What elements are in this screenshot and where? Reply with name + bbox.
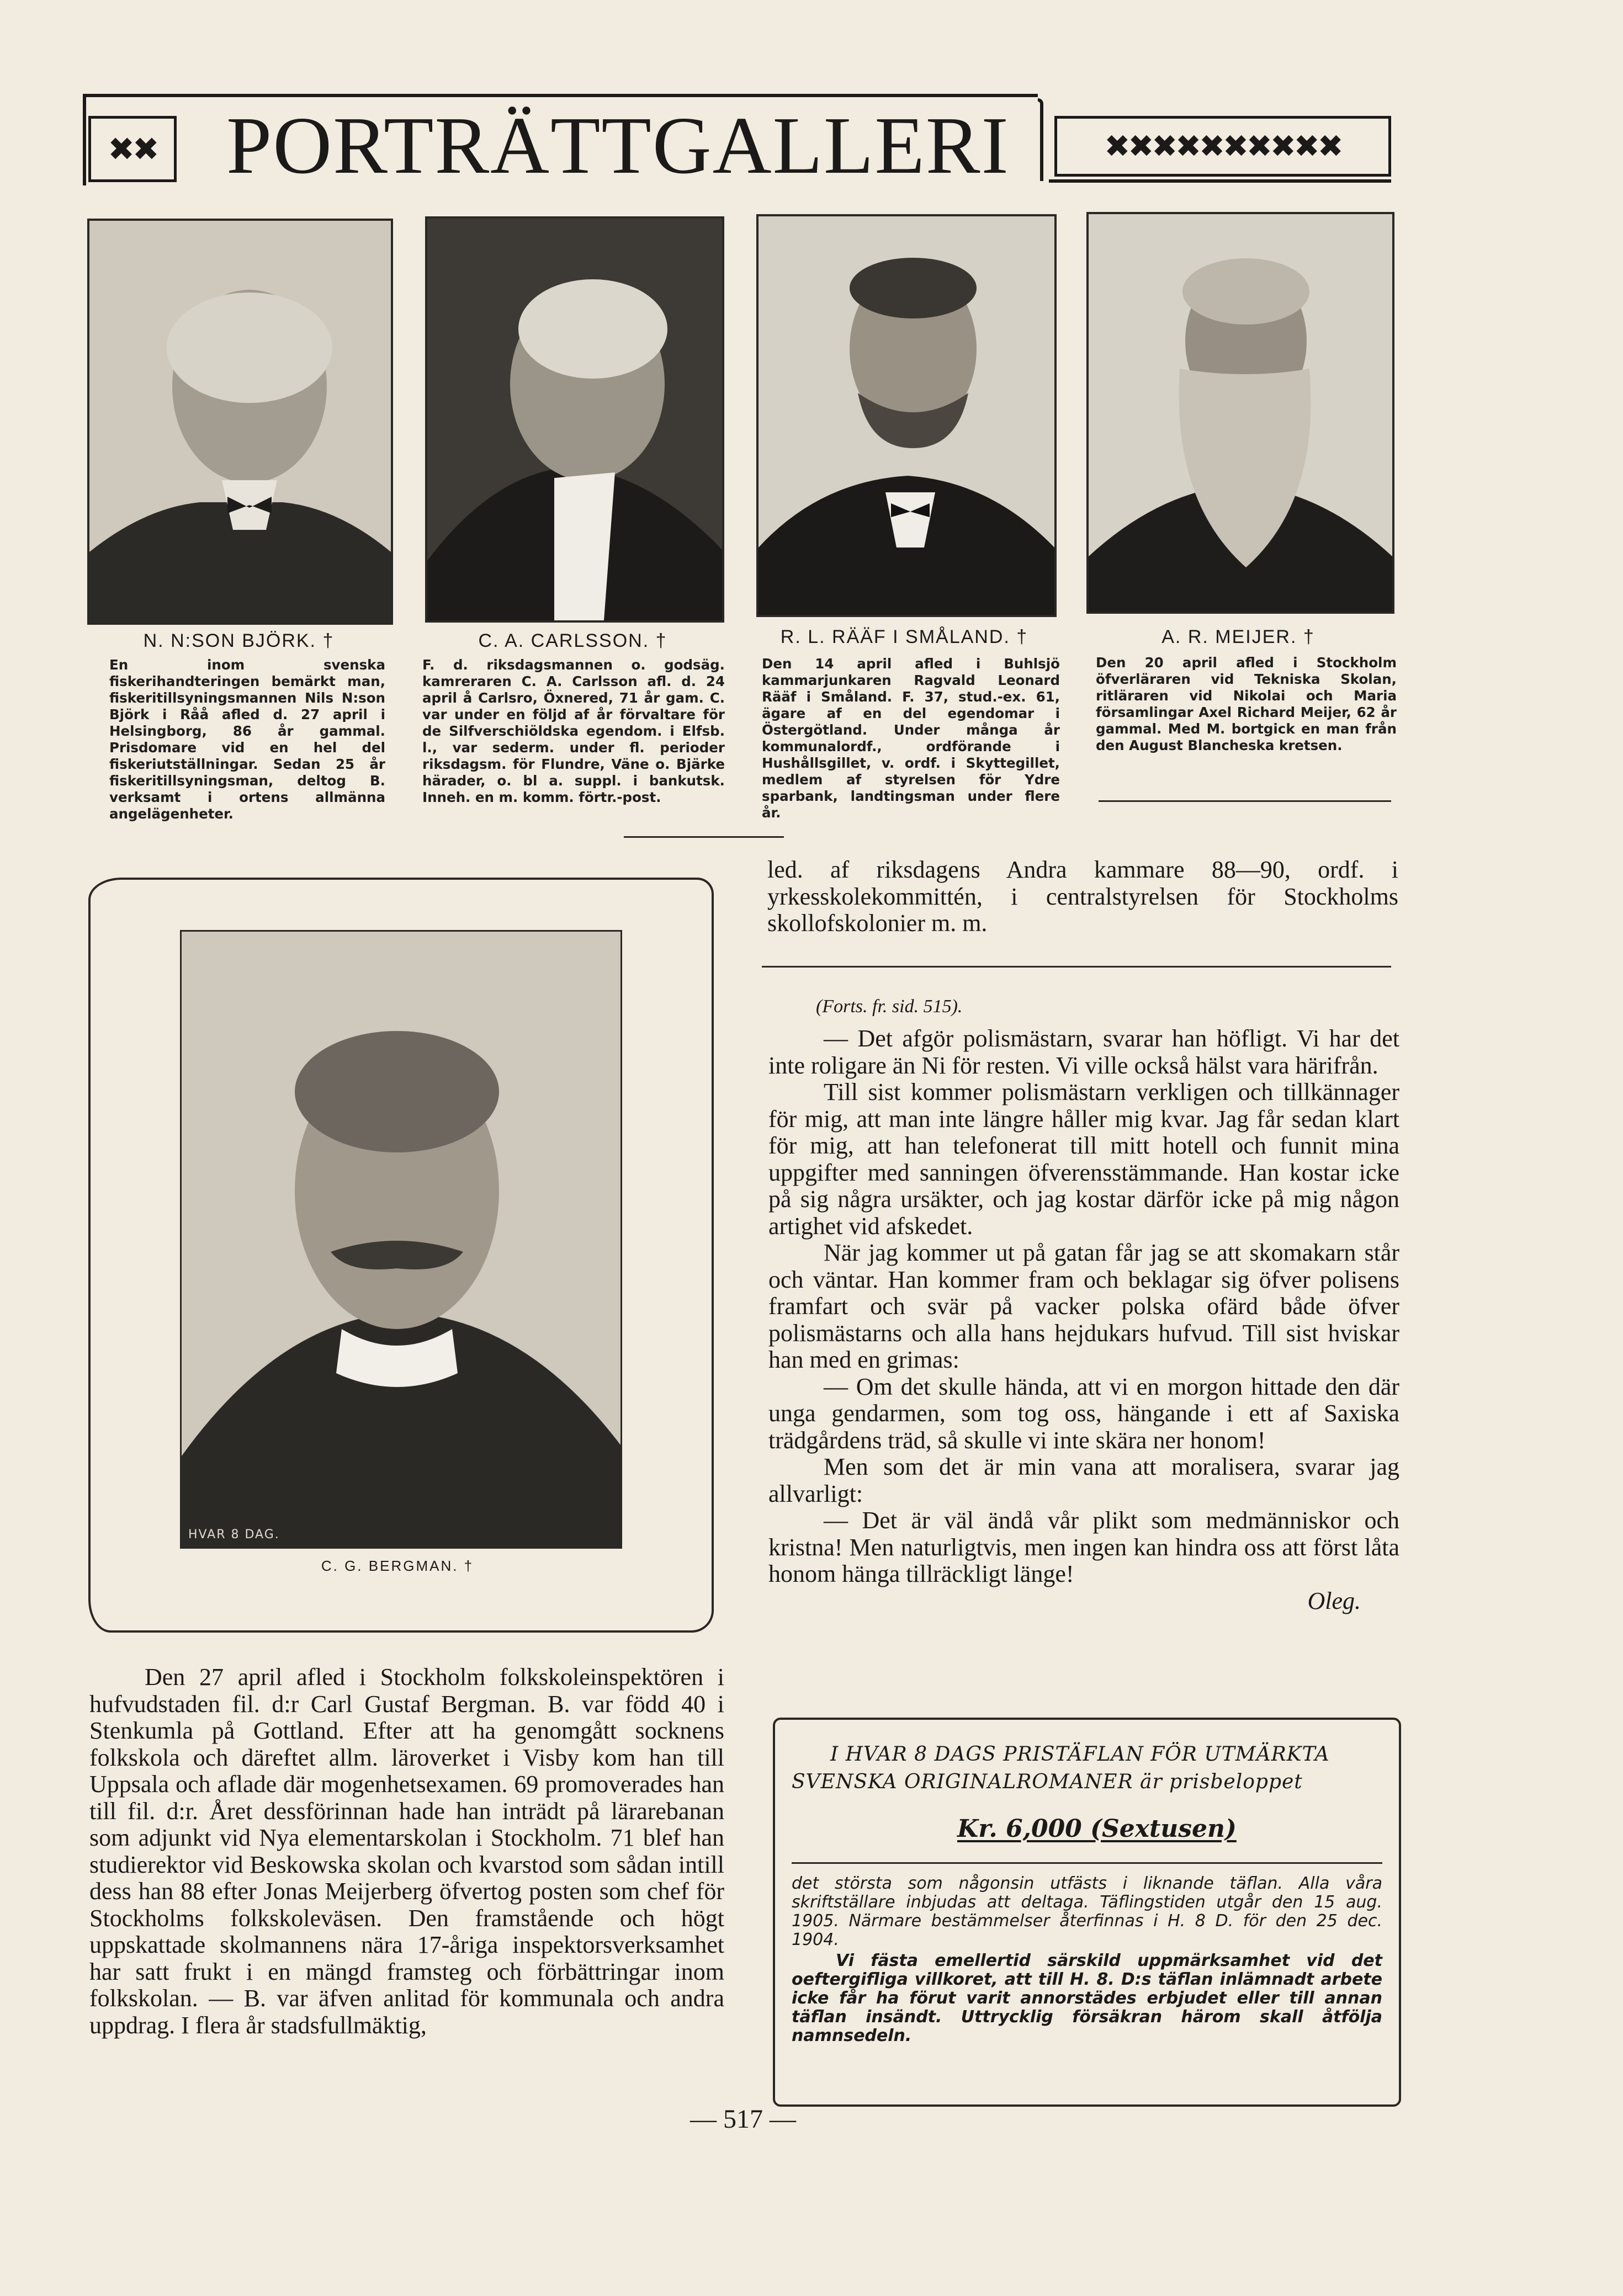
portrait-photo-raaf [756,214,1057,617]
story-paragraph-2: Till sist kommer polismästarn verkligen och tillkännager för mig, att man inte längre håller mig kvar. Jag får sedan klart för mig, att han telefonerat till mitt hotell och funnit mina uppgifter med sanningen öfverensstämmande. Han kostar icke på sig några ursäkter, och jag kostar därför icke på mig någon artighet vid afskedet. [768,1078,1399,1240]
prize-text-2: Vi fästa emellertid särskild uppmärksamhet vid det oeftergifliga villkoret, att till H. 8. D:s täflan inlämnadt arbete icke får ha förut varit annorstädes erbjudet eller till annan täflan insändt. Uttrycklig försäkran härom skall åtfölja namnsedeln. [792,1951,1382,2045]
story-paragraph-3: När jag kommer ut på gatan får jag se att skomakarn står och väntar. Han kommer fram och beklagar sig öfver polisens framfart och svär på vacker polska ofärd både öfver polismästarns och alla hans hejdukars hufvud. Till sist hviskar han med en grimas: [768,1239,1399,1373]
caption-bergman: C. G. BERGMAN. † [321,1558,474,1574]
caption-raaf: R. L. RÄÄF I SMÅLAND. † [780,626,1028,647]
caption-carlsson: C. A. CARLSSON. † [478,630,667,651]
text-carlsson: F. d. riksdagsmannen o. godsäg. kamreraren C. A. Carlsson afl. d. 24 april å Carlsro, Öxnered, 71 år gam. C. var under en följd af år förvaltare för de Silfverschiöldska egendom. i Elfsb. l., var sederm. under fl. perioder riksdagsm. för Flundre, Väne o. Bjärke härader, o. bl a. suppl. i bankutsk. Inneh. en m. komm. förtr.-post. [422,657,725,805]
story-paragraph-1: — Det afgör polismästarn, svarar han höfligt. Vi har det inte roligare än Ni för resten. Vi ville också hälst vara härifrån. [768,1025,1399,1079]
story-paragraph-4: — Om det skulle hända, att vi en morgon hittade den där unga gendarmen, som tog oss, hängande i ett af Saxiska trädgårdens träd, så skulle vi inte skära ner honom! [768,1373,1399,1454]
portrait-photo-meijer [1086,212,1394,614]
story-continued-note: (Forts. fr. sid. 515). [816,996,963,1017]
photo-credit: HVAR 8 DAG. [188,1528,280,1542]
portrait-bergman-image [182,932,620,1547]
text-bjork: En inom svenska fiskerihandteringen bemärkt man, fiskeritillsyningsmannen Nils N:son Björk i Råå afled d. 27 april i Helsingborg, 86 år gammal. Prisdomare vid en hel del fiskeriutställningar. Sedan 25 år fiskeritillsyningsman, deltog B. verksamt i ortens allmänna angelägenheter. [109,657,385,822]
page-number: — 517 — [690,2104,796,2134]
separator-right-story [762,966,1391,968]
prize-box [773,1718,1401,2107]
bergman-text [89,1664,724,2039]
prize-divider [792,1862,1382,1864]
caption-meijer: A. R. MEIJER. † [1161,626,1315,647]
story-text [768,1025,1399,1614]
portrait-meijer-image [1089,214,1392,612]
story-paragraph-5: Men som det är min vana att moralisera, svarar jag allvarligt: [768,1453,1399,1507]
header-ornament-right [1054,116,1391,177]
prize-heading-line2: SVENSKA ORIGINALROMANER är prisbeloppet [792,1771,1303,1793]
ornament-right-glyphs: ✖✖✖✖✖✖✖✖✖✖ [1104,128,1341,164]
portrait-photo-bergman [180,930,622,1549]
portrait-carlsson-image [427,219,722,620]
bergman-continuation-paragraph: led. af riksdagens Andra kammare 88—90, ordf. i yrkesskolekommittén, i centralstyrelsen för Stockholms skollofskolonier m. m. [767,856,1398,937]
prize-text-1: det största som någonsin utfästs i liknande täflan. Alla våra skriftställare inbjudas att deltaga. Täflingstiden utgår den 15 aug. 1905. Närmare bestämmelser återfinnas i H. 8 D. för den 25 dec. 1904. [792,1874,1382,1949]
portrait-photo-carlsson [425,216,724,623]
bergman-paragraph: Den 27 april afled i Stockholm folkskoleinspektören i hufvudstaden fil. d:r Carl Gustaf Bergman. B. var född 40 i Stenkumla på Gottland. Efter att ha genomgått socknens folkskola och däreftet allm. läroverket i Visby kom han till Uppsala och aflade där mogenhetsexamen. 69 promoverades han till fil. d:r. Året dessförinnan hade han inträdt på lärarebanan som adjunkt vid Nya elementarskolan i Stockholm. 71 blef han studierektor vid Beskowska skolan och kvarstod som sådan intill dess han 88 efter Jonas Meijerberg öfvertog posten som chef för Stockholms folkskoleväsen. Den framstående och högt uppskattade skolmannens nära 17-åriga inspektorsverksamhet har satt frukt i en mängd framsteg och förbättringar inom folkskolan. — B. var äfven anlitad för kommunala och andra uppdrag. I flera år stadsfullmäktig, [89,1663,724,2039]
bergman-continuation [767,857,1398,937]
header-ornament-left [88,116,177,182]
caption-bjork: N. N:SON BJÖRK. † [143,630,335,651]
story-paragraph-6: — Det är väl ändå vår plikt som medmänniskor och kristna! Men naturligtvis, men ingen kan hindra oss att först låta honom hänga tillräckligt länge! [768,1507,1399,1587]
separator-mid [624,836,784,838]
text-meijer: Den 20 april afled i Stockholm öfverläraren vid Tekniska Skolan, ritläraren vid Nikolai och Maria församlingar Axel Richard Meijer, 62 år gammal. Med M. bortgick en man från den August Blancheska kretsen. [1096,655,1397,753]
story-signature: Oleg. [1307,1587,1361,1614]
prize-amount: Kr. 6,000 (Sextusen) [957,1815,1237,1843]
ornament-left-glyphs: ✖✖ [108,130,157,168]
portrait-raaf-image [759,216,1054,615]
portrait-photo-bjork [87,219,393,625]
separator-right-top [1099,800,1391,802]
text-raaf: Den 14 april afled i Buhlsjö kammarjunkaren Ragvald Leonard Rääf i Småland. F. 37, stud.-ex. 61, ägare af en del egendomar i Östergötland. Under många år kommunalordf., ordförande i Hushållsgillet, v. ordf. i Skyttegillet, medlem af styrelsen för Ydre sparbank, landtingsman under flere år. [762,656,1060,821]
prize-text [792,1874,1382,2045]
portrait-bjork-image [89,221,391,623]
page-title: PORTRÄTTGALLERI [226,100,1010,191]
prize-heading-line1: I HVAR 8 DAGS PRISTÄFLAN FÖR UTMÄRKTA [830,1743,1330,1766]
